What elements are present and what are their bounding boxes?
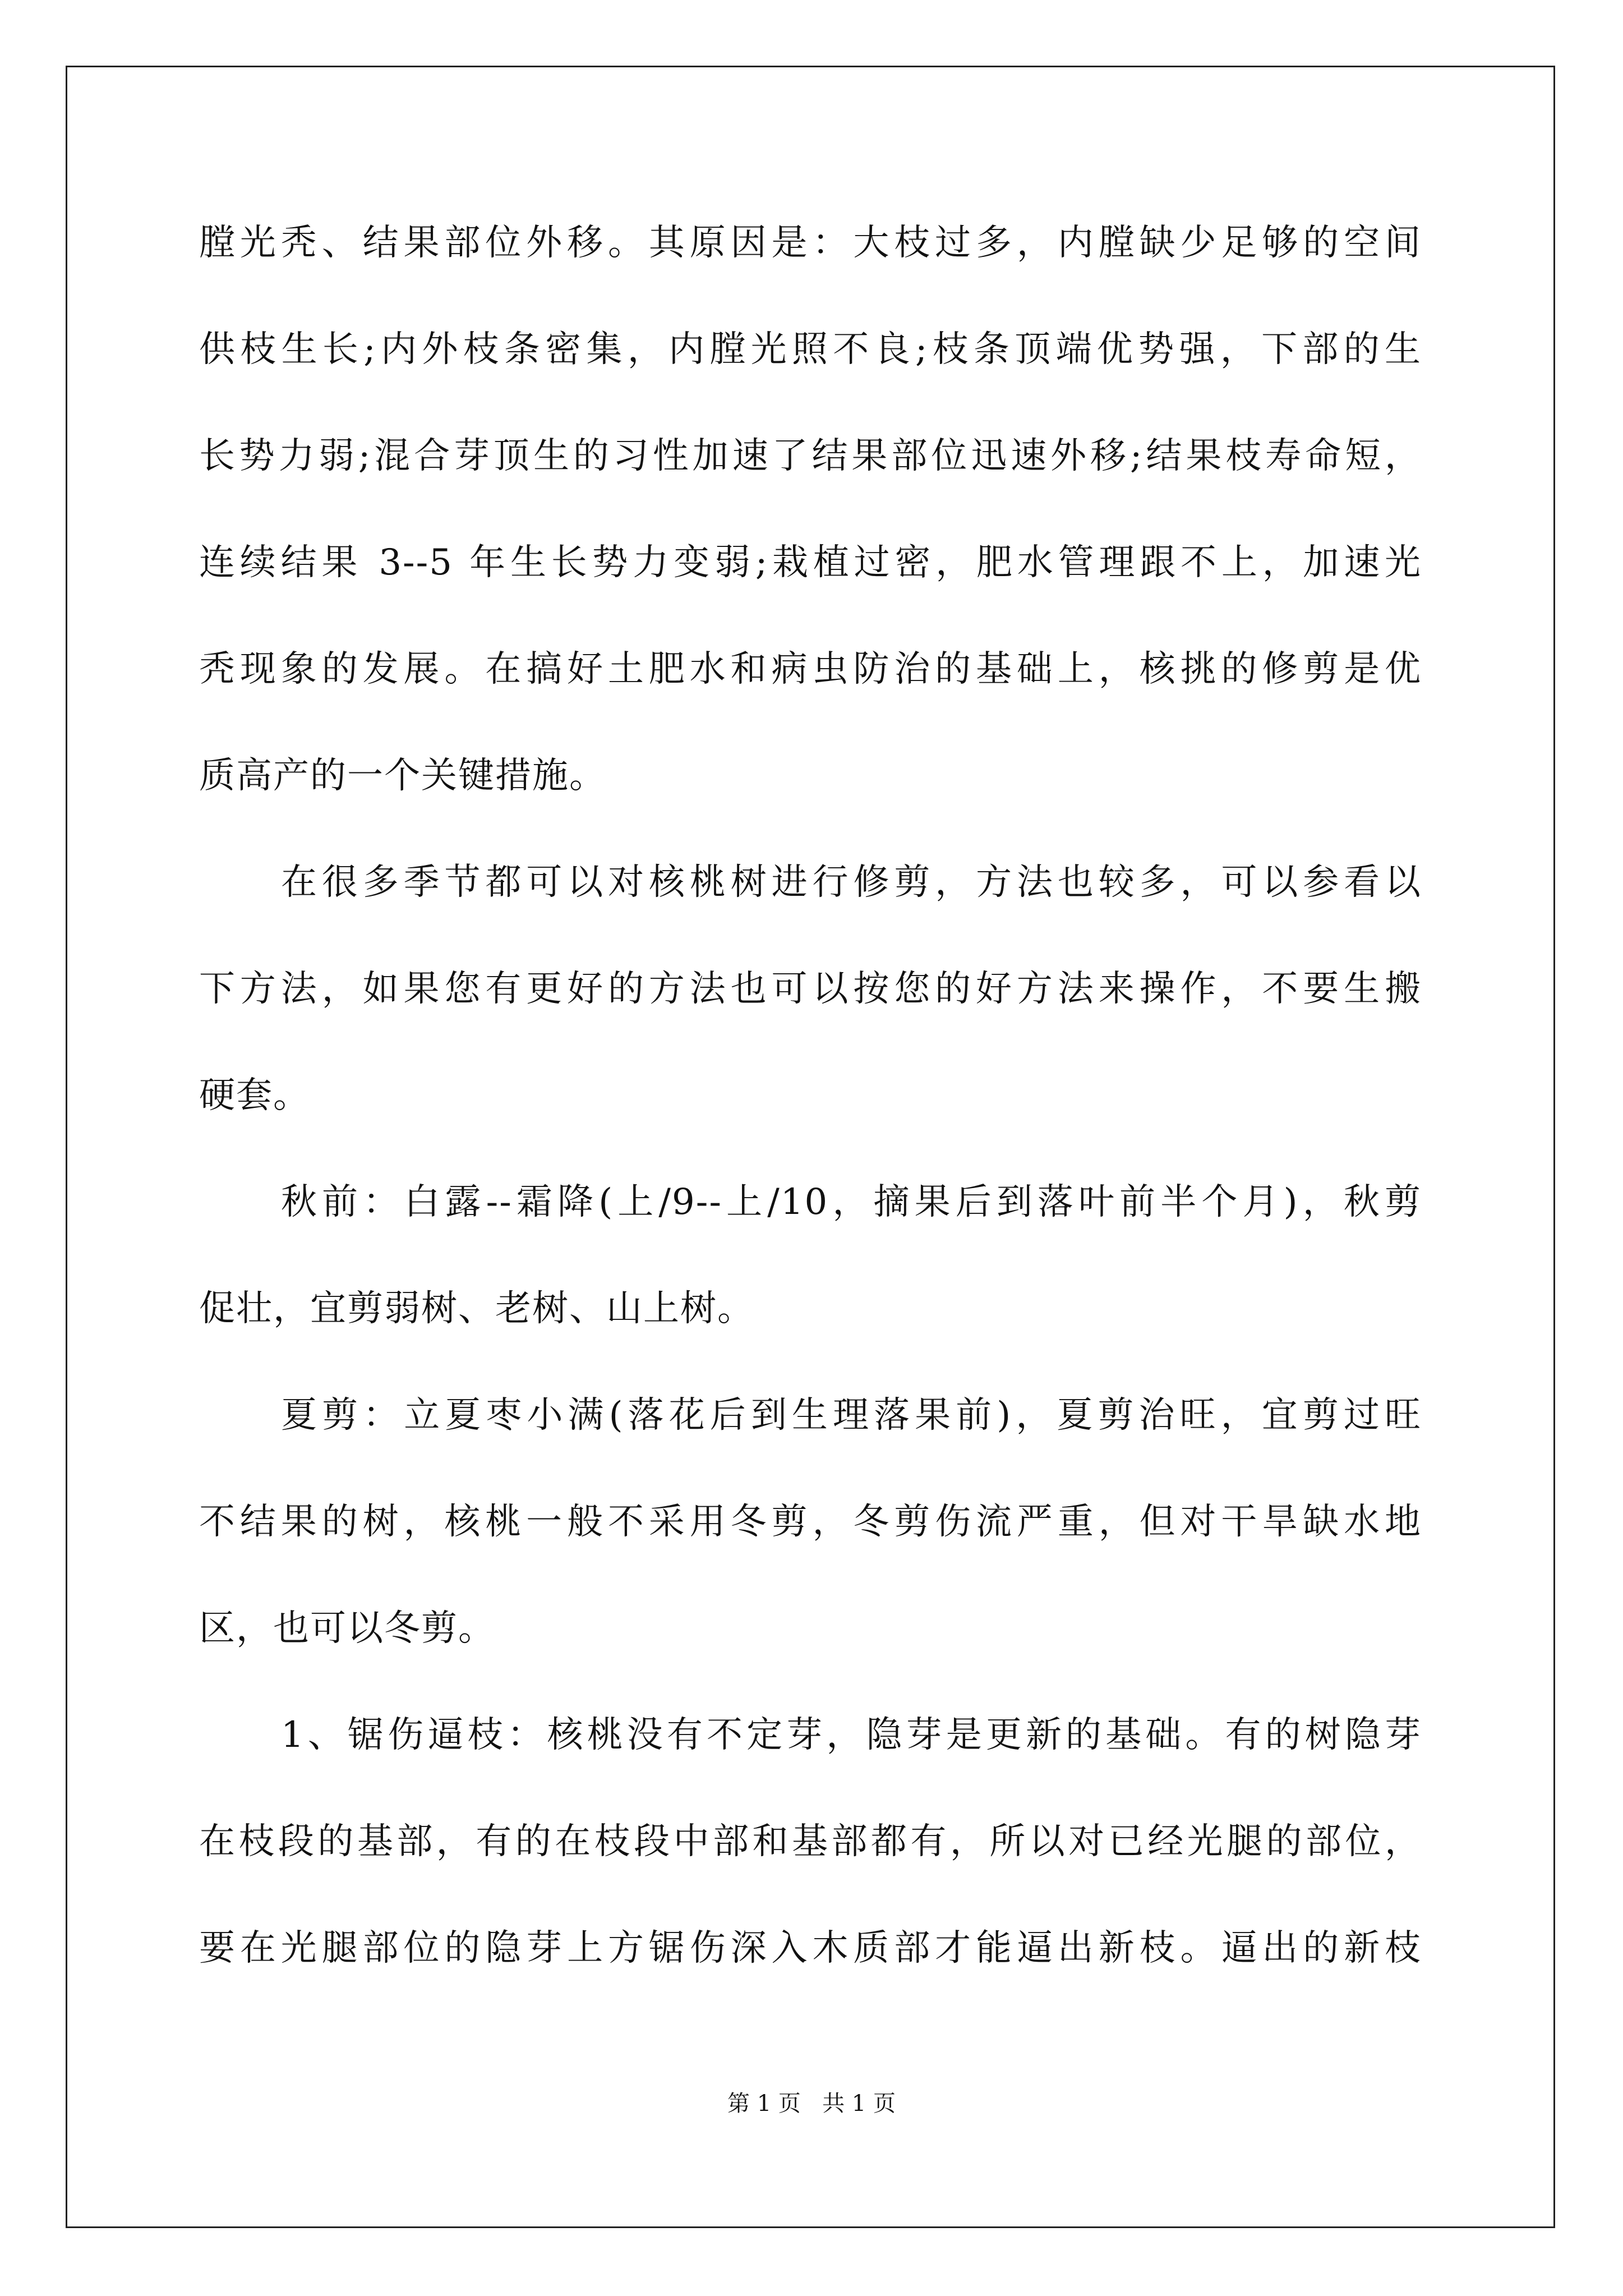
text-line: 要在光腿部位的隐芽上方锯伤深入木质部才能逼出新枝。逼出的新枝 bbox=[199, 1927, 1422, 1969]
footer-separator bbox=[801, 2091, 822, 2116]
text-line: 长势力弱;混合芽顶生的习性加速了结果部位迅速外移;结果枝寿命短， bbox=[199, 435, 1422, 477]
document-body bbox=[199, 213, 1422, 2025]
page-footer bbox=[0, 2088, 1623, 2119]
text-line: 促壮，宜剪弱树、老树、山上树。 bbox=[199, 1288, 754, 1329]
text-line: 连续结果 3--5 年生长势力变弱;栽植过密，肥水管理跟不上，加速光 bbox=[199, 542, 1422, 583]
text-line: 1、锯伤逼枝：核桃没有不定芽，隐芽是更新的基础。有的树隐芽 bbox=[281, 1714, 1422, 1756]
text-line: 供枝生长;内外枝条密集，内膛光照不良;枝条顶端优势强，下部的生 bbox=[199, 329, 1422, 370]
text-line: 硬套。 bbox=[199, 1075, 310, 1116]
text-line: 区，也可以冬剪。 bbox=[199, 1608, 495, 1649]
text-line: 在枝段的基部，有的在枝段中部和基部都有，所以对已经光腿的部位， bbox=[199, 1821, 1422, 1862]
page-total: 共 1 页 bbox=[822, 2091, 896, 2116]
text-line: 质高产的一个关键措施。 bbox=[199, 755, 606, 797]
text-line: 夏剪：立夏枣小满(落花后到生理落果前)，夏剪治旺，宜剪过旺 bbox=[281, 1395, 1422, 1436]
page-number: 第 1 页 bbox=[727, 2091, 801, 2116]
text-line: 膛光秃、结果部位外移。其原因是：大枝过多，内膛缺少足够的空间 bbox=[199, 222, 1422, 264]
text-line: 秃现象的发展。在搞好土肥水和病虫防治的基础上，核挑的修剪是优 bbox=[199, 648, 1422, 690]
text-line: 不结果的树，核桃一般不采用冬剪，冬剪伤流严重，但对干旱缺水地 bbox=[199, 1501, 1422, 1543]
text-line: 下方法，如果您有更好的方法也可以按您的好方法来操作，不要生搬 bbox=[199, 968, 1422, 1010]
text-line: 在很多季节都可以对核桃树进行修剪，方法也较多，可以参看以 bbox=[281, 862, 1422, 903]
text-line: 秋前：白露--霜降(上/9--上/10，摘果后到落叶前半个月)，秋剪 bbox=[281, 1181, 1422, 1223]
